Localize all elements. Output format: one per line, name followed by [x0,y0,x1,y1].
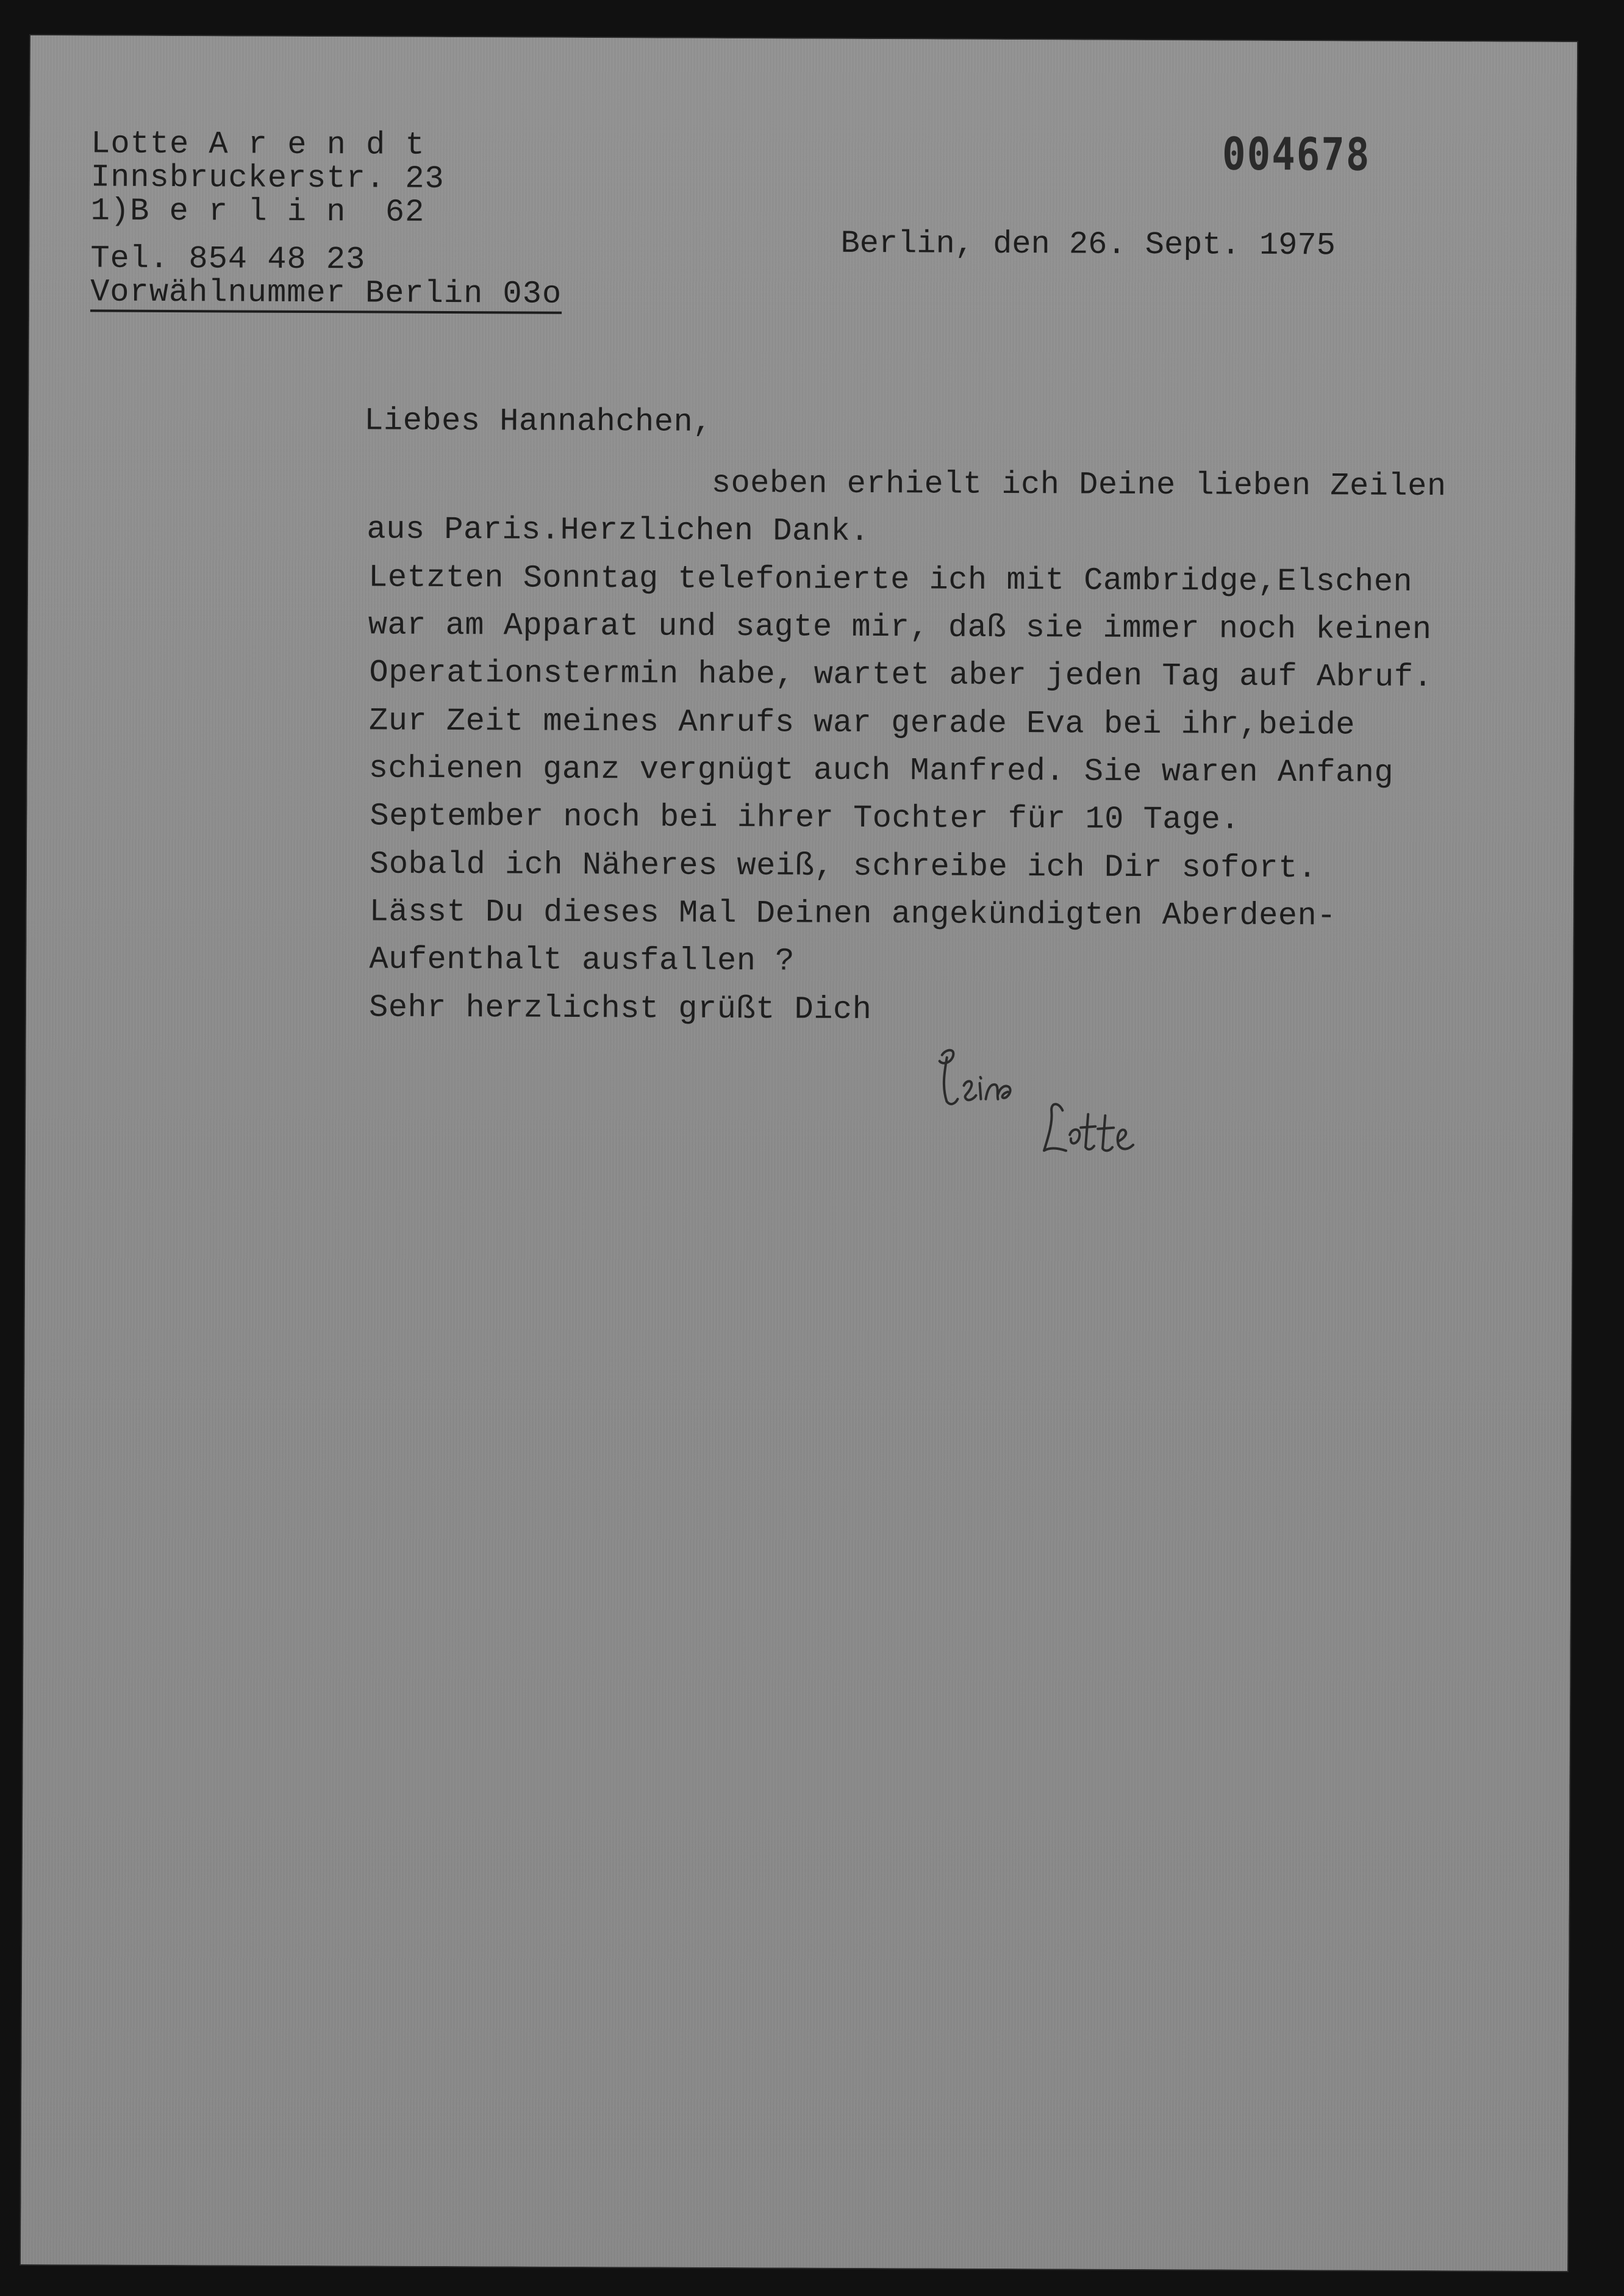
handwritten-signature [928,1042,1185,1178]
body-line: Sehr herzlichst grüßt Dich [368,989,872,1028]
body-line: aus Paris.Herzlichen Dank. [367,511,870,550]
body-line: September noch bei ihrer Tochter für 10 Tage. [370,798,1240,838]
document-number-stamp: 004678 [1222,128,1371,182]
body-line: Operationstermin habe, wartet aber jeden Tag auf Abruf. [369,655,1433,696]
body-line: Letzten Sonntag telefonierte ich mit Cambridge,Elschen [368,559,1413,600]
body-line: Zur Zeit meines Anrufs war gerade Eva bei ihr,beide [368,703,1356,744]
body-line: schienen ganz vergnügt auch Manfred. Sie waren Anfang [368,750,1394,791]
sender-city: 1)B e r l i n 62 [90,193,425,231]
salutation: Liebes Hannahchen, [364,403,713,440]
body-line: Sobald ich Näheres weiß, schreibe ich Dir sofort. [369,846,1317,887]
body-line: Aufenthalt ausfallen ? [369,941,795,980]
body-line: soeben erhielt ich Deine lieben Zeilen [711,465,1447,505]
body-line: Lässt Du dieses Mal Deinen angekündigten Aberdeen- [369,894,1337,935]
date-line: Berlin, den 26. Sept. 1975 [840,225,1336,264]
body-line: war am Apparat und sagte mir, daß sie immer noch keinen [368,607,1432,648]
sender-phone: Tel. 854 48 23 [90,240,366,278]
sender-street: Innsbruckerstr. 23 [90,159,445,197]
letter-sheet [21,35,1577,2271]
sender-area-code: Vorwählnummer Berlin 03o [90,276,562,314]
sender-name: Lotte A r e n d t [91,126,425,163]
